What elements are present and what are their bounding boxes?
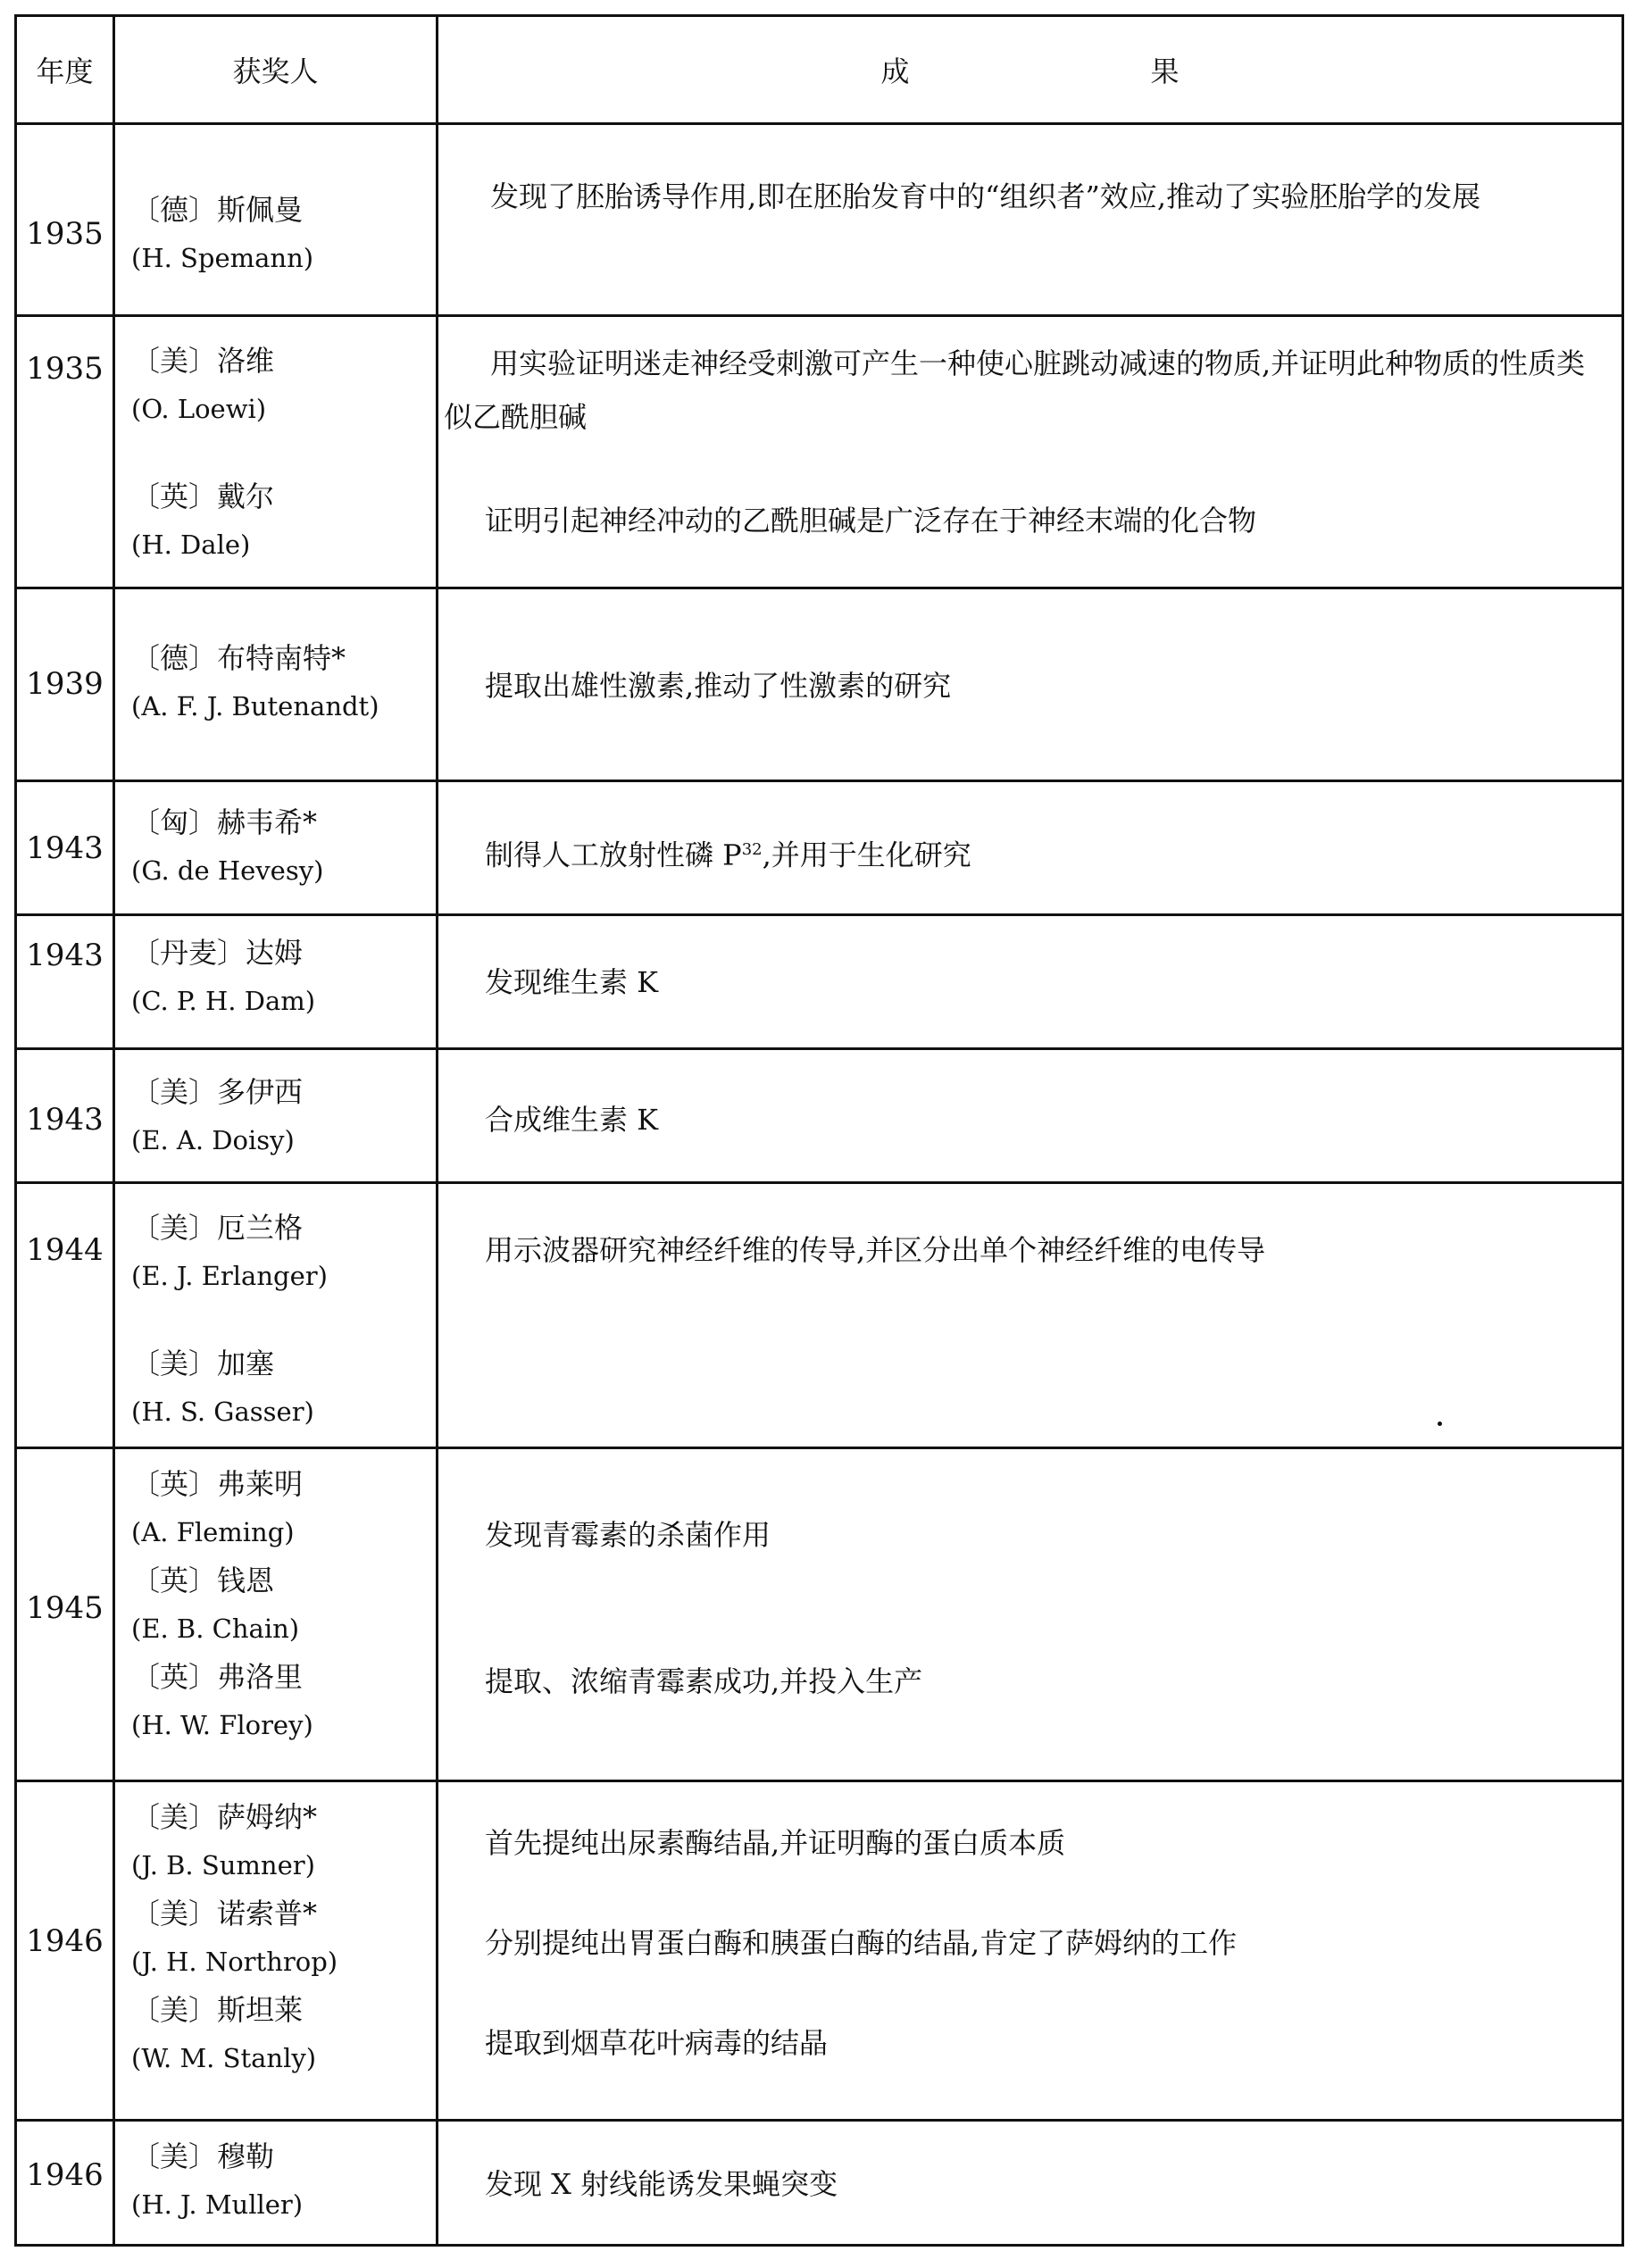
winner-cn: 〔丹麦〕达姆	[131, 936, 304, 970]
table-row	[16, 1448, 1623, 1781]
winner	[131, 634, 436, 730]
header-achievement-left: 成	[880, 54, 910, 88]
winner-cn: 〔英〕钱恩	[131, 1563, 275, 1597]
table-row	[16, 1781, 1623, 2121]
winner-cell	[114, 2121, 438, 2246]
achievement-pre: 制得人工放射性磷 P	[485, 838, 742, 872]
winner-en: (E. A. Doisy)	[131, 1125, 295, 1155]
achievement-text: 发现 X 射线能诱发果蝇突变	[485, 2167, 838, 2201]
achievement-text: 发现维生素 K	[485, 965, 659, 999]
winner-cell	[114, 316, 438, 588]
year: 1946	[26, 1923, 104, 1959]
winner	[131, 472, 436, 569]
winner-cn: 〔德〕斯佩曼	[131, 193, 304, 227]
winner-cn: 〔美〕斯坦莱	[131, 1993, 304, 2027]
achievement-cell	[438, 1183, 1623, 1448]
winner-cn: 〔英〕戴尔	[131, 479, 275, 513]
winner	[131, 929, 436, 1025]
year: 1945	[26, 1590, 104, 1626]
table-row	[16, 781, 1623, 915]
achievement-cell	[438, 781, 1623, 915]
winner-cell	[114, 915, 438, 1049]
year: 1943	[26, 830, 104, 866]
winner	[131, 337, 436, 433]
header-achievement-right: 果	[1150, 54, 1180, 88]
superscript: 32	[741, 840, 763, 859]
winner-cn: 〔美〕萨姆纳*	[131, 1800, 318, 1834]
winner-en: (E. B. Chain)	[131, 1613, 300, 1644]
achievement-post: ,并用于生化研究	[762, 838, 971, 872]
winner	[131, 1204, 436, 1300]
winner	[131, 1068, 436, 1164]
achievement-cell	[438, 1049, 1623, 1183]
year: 1943	[26, 938, 104, 973]
table-row	[16, 588, 1623, 781]
winner	[131, 1889, 436, 1986]
winner	[131, 798, 436, 895]
year-cell	[16, 781, 114, 915]
year-cell	[16, 1781, 114, 2121]
winner-cn: 〔德〕布特南特*	[131, 641, 346, 675]
year-cell	[16, 588, 114, 781]
winner	[131, 2132, 436, 2229]
table-row	[16, 2121, 1623, 2246]
achievement-text: 发现青霉素的杀菌作用	[485, 1518, 771, 1552]
achievement-cell	[438, 316, 1623, 588]
winner-en: (C. P. H. Dam)	[131, 986, 316, 1016]
table-row	[16, 915, 1623, 1049]
winner-en: (G. de Hevesy)	[131, 855, 324, 886]
table-row	[16, 1183, 1623, 1448]
achievement-text	[485, 823, 1591, 882]
winner-en: (J. B. Sumner)	[131, 1850, 315, 1880]
winner-en: (H. J. Muller)	[131, 2189, 304, 2220]
achievement-cell	[438, 124, 1623, 316]
achievement-text: 用实验证明迷走神经受刺激可产生一种使心脏跳动减速的物质,并证明此种物质的性质类似乙酰胆碱	[444, 346, 1586, 434]
year-cell	[16, 124, 114, 316]
table-row	[16, 316, 1623, 588]
winner	[131, 1793, 436, 1889]
winner-cn: 〔英〕弗洛里	[131, 1660, 304, 1694]
header-winner: 获奖人	[114, 16, 438, 124]
winner-cn: 〔匈〕赫韦希*	[131, 805, 318, 839]
winner	[131, 1460, 436, 1556]
winner-cell	[114, 781, 438, 915]
winner	[131, 1339, 436, 1436]
year-cell	[16, 2121, 114, 2246]
winner-cell	[114, 588, 438, 781]
winner	[131, 1986, 436, 2082]
achievement-cell	[438, 915, 1623, 1049]
table-header-row	[16, 16, 1623, 124]
winner-cell	[114, 1448, 438, 1781]
achievement-text: 发现了胚胎诱导作用,即在胚胎发育中的“组织者”效应,推动了实验胚胎学的发展	[490, 179, 1481, 213]
winner	[131, 1556, 436, 1653]
achievement-cell	[438, 2121, 1623, 2246]
year: 1944	[26, 1232, 104, 1268]
winner-en: (A. Fleming)	[131, 1517, 295, 1547]
winner-en: (H. S. Gasser)	[131, 1397, 314, 1427]
table-row	[16, 1049, 1623, 1183]
achievement-text: 用示波器研究神经纤维的传导,并区分出单个神经纤维的电传导	[485, 1233, 1266, 1267]
winner-cn: 〔美〕穆勒	[131, 2139, 275, 2173]
winner-cn: 〔美〕多伊西	[131, 1075, 304, 1109]
winner-en: (A. F. J. Butenandt)	[131, 691, 379, 721]
year-cell	[16, 1049, 114, 1183]
achievement-text: 分别提纯出胃蛋白酶和胰蛋白酶的结晶,肯定了萨姆纳的工作	[485, 1926, 1238, 1960]
table-row	[16, 124, 1623, 316]
year: 1943	[26, 1102, 104, 1138]
header-achievement	[438, 16, 1623, 124]
winner-cn: 〔美〕厄兰格	[131, 1211, 304, 1245]
winner-cn: 〔英〕弗莱明	[131, 1467, 304, 1501]
winner-cell	[114, 1781, 438, 2121]
winner-cn: 〔美〕诺索普*	[131, 1897, 318, 1930]
year-cell	[16, 316, 114, 588]
winner-cn: 〔美〕加塞	[131, 1347, 275, 1380]
year-cell	[16, 915, 114, 1049]
achievement-text: 提取出雄性激素,推动了性激素的研究	[485, 669, 952, 703]
winner-en: (H. Dale)	[131, 529, 251, 560]
winner-cell	[114, 1183, 438, 1448]
achievement-cell	[438, 588, 1623, 781]
winner-cell	[114, 1049, 438, 1183]
year: 1935	[26, 351, 104, 387]
winner	[131, 186, 436, 282]
winner	[131, 1653, 436, 1749]
achievement-cell	[438, 1448, 1623, 1781]
achievement-text: 合成维生素 K	[485, 1103, 659, 1137]
achievement-text: 证明引起神经冲动的乙酰胆碱是广泛存在于神经末端的化合物	[485, 504, 1257, 538]
year: 1935	[26, 216, 104, 252]
achievement-text: 首先提纯出尿素酶结晶,并证明酶的蛋白质本质	[485, 1826, 1066, 1860]
achievement-text: 提取、浓缩青霉素成功,并投入生产	[485, 1664, 923, 1698]
winner-en: (O. Loewi)	[131, 394, 267, 424]
year-cell	[16, 1183, 114, 1448]
achievement-text: 提取到烟草花叶病毒的结晶	[485, 2026, 829, 2060]
winner-en: (H. Spemann)	[131, 243, 314, 273]
winner-en: (W. M. Stanly)	[131, 2043, 317, 2073]
winner-en: (H. W. Florey)	[131, 1710, 313, 1740]
scan-speck	[1438, 1422, 1442, 1426]
nobel-table	[14, 14, 1624, 2247]
winner-en: (E. J. Erlanger)	[131, 1261, 328, 1291]
year-cell	[16, 1448, 114, 1781]
header-year: 年度	[16, 16, 114, 124]
winner-en: (J. H. Northrop)	[131, 1947, 338, 1977]
winner-cell	[114, 124, 438, 316]
achievement-cell	[438, 1781, 1623, 2121]
year: 1939	[26, 666, 104, 702]
year: 1946	[26, 2157, 104, 2193]
winner-cn: 〔美〕洛维	[131, 344, 275, 378]
